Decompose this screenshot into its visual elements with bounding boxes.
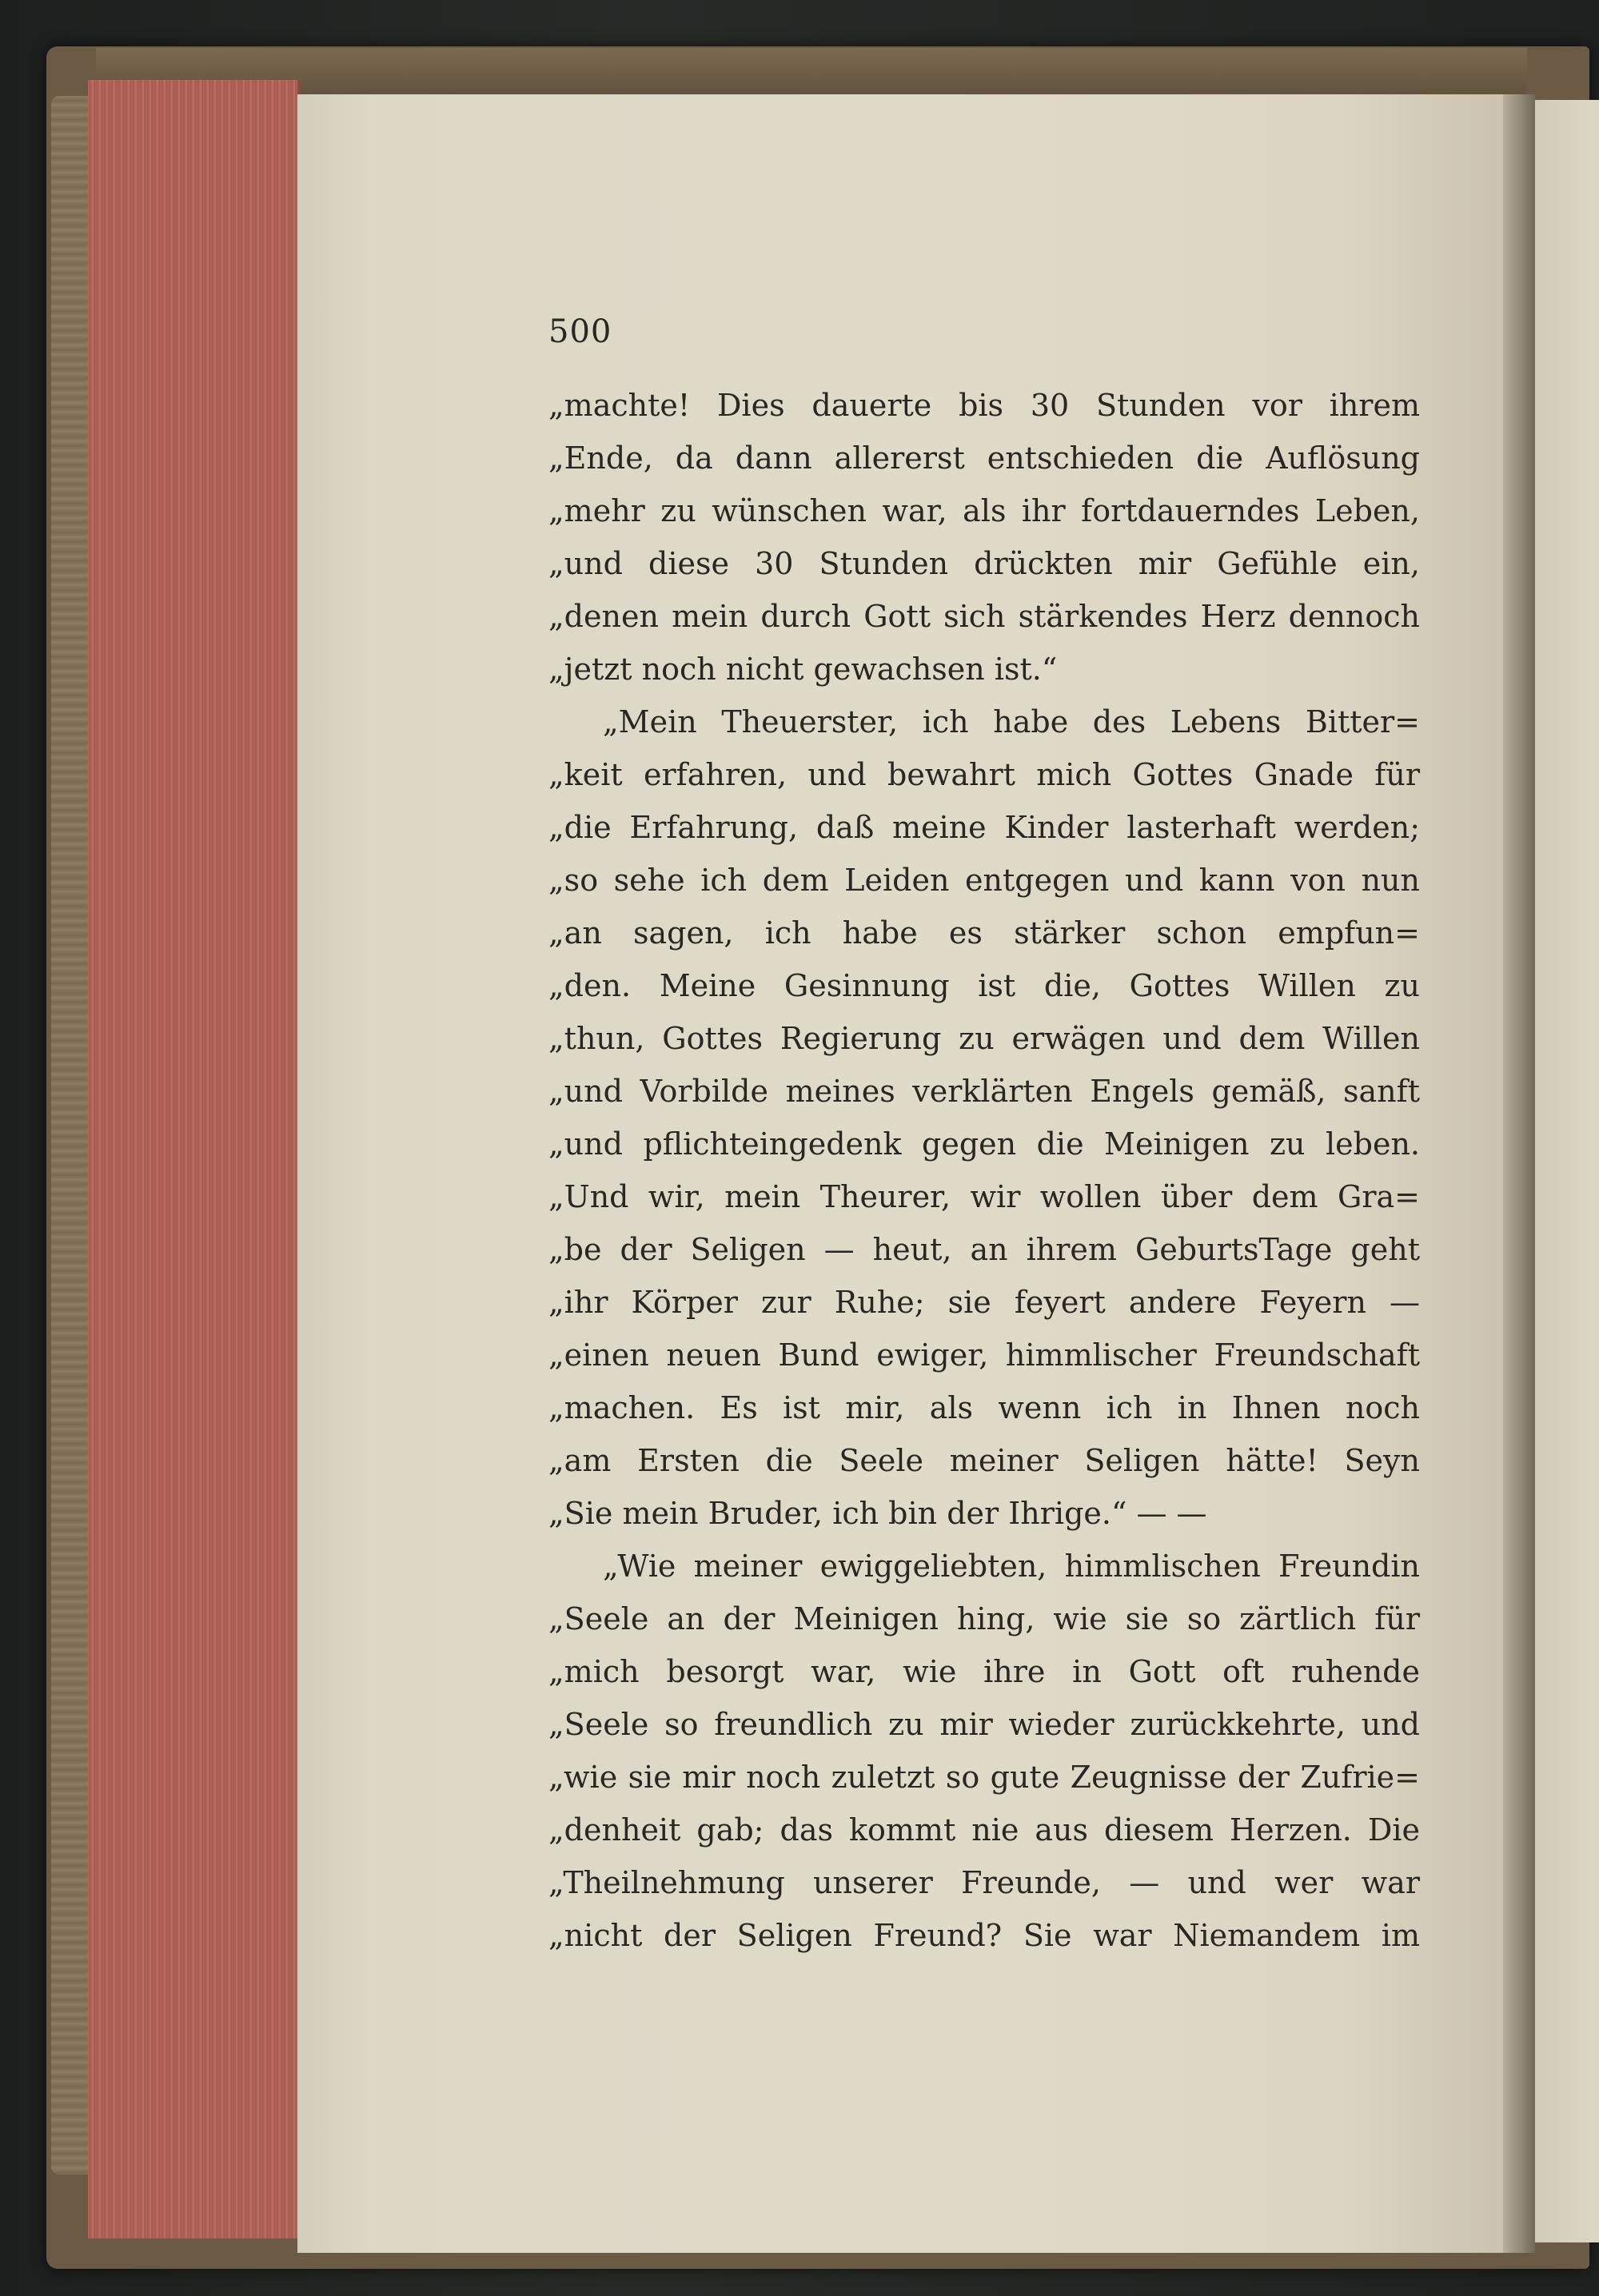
text-line: „Ende, da dann allererst entschieden die Auflösung (548, 440, 1420, 476)
text-line: „keit erfahren, und bewahrt mich Gottes Gnade für (548, 757, 1420, 792)
text-line: „Seele so freundlich zu mir wieder zurückkehrte, und (548, 1707, 1420, 1742)
text-line: „an sagen, ich habe es stärker schon empfun= (548, 915, 1420, 951)
text-line: „nicht der Seligen Freund? Sie war Niemandem im (548, 1918, 1420, 1953)
text-line: „Wie meiner ewiggeliebten, himmlischen Freundin (603, 1549, 1420, 1584)
text-line: „Seele an der Meinigen hing, wie sie so zärtlich für (548, 1601, 1420, 1636)
text-line: „thun, Gottes Regierung zu erwägen und dem Willen (548, 1021, 1420, 1056)
text-line: „so sehe ich dem Leiden entgegen und kann von nun (548, 863, 1420, 898)
text-line: „Theilnehmung unserer Freunde, — und wer war (548, 1865, 1420, 1900)
text-line: „machen. Es ist mir, als wenn ich in Ihnen noch (548, 1390, 1420, 1425)
page-block-edge (88, 80, 300, 2238)
text-line: „und diese 30 Stunden drückten mir Gefühle ein, (548, 546, 1420, 581)
text-line: „den. Meine Gesinnung ist die, Gottes Willen zu (548, 968, 1420, 1003)
page-text (548, 379, 1420, 1962)
text-line: „mich besorgt war, wie ihre in Gott oft ruhende (548, 1654, 1420, 1689)
text-line: „und Vorbilde meines verklärten Engels gemäß, sanft (548, 1074, 1420, 1109)
text-line: „jetzt noch nicht gewachsen ist.“ (548, 652, 1058, 687)
text-line: „ihr Körper zur Ruhe; sie feyert andere Feyern — (548, 1285, 1420, 1320)
page-gutter (1503, 94, 1535, 2253)
text-line: „wie sie mir noch zuletzt so gute Zeugnisse der Zufrie= (548, 1760, 1420, 1795)
text-line: „be der Seligen — heut, an ihrem GeburtsTage geht (548, 1232, 1420, 1267)
text-line: „denen mein durch Gott sich stärkendes Herz dennoch (548, 599, 1420, 634)
text-line: „Und wir, mein Theurer, wir wollen über dem Gra= (548, 1179, 1420, 1214)
text-line: „und pflichteingedenk gegen die Meinigen zu leben. (548, 1126, 1420, 1162)
text-line: „die Erfahrung, daß meine Kinder lasterhaft werden; (548, 810, 1420, 845)
text-line: „einen neuen Bund ewiger, himmlischer Freundschaft (548, 1337, 1420, 1373)
page-number: 500 (548, 313, 612, 350)
facing-page (1527, 100, 1599, 2242)
text-line: „Mein Theuerster, ich habe des Lebens Bitter= (603, 704, 1420, 739)
text-line: „machte! Dies dauerte bis 30 Stunden vor ihrem (548, 388, 1420, 423)
text-line: „denheit gab; das kommt nie aus diesem Herzen. Die (548, 1812, 1420, 1848)
text-line: „Sie mein Bruder, ich bin der Ihrige.“ — — (548, 1496, 1207, 1531)
text-line: „mehr zu wünschen war, als ihr fortdauerndes Leben, (548, 493, 1420, 528)
text-line: „am Ersten die Seele meiner Seligen hätte! Seyn (548, 1443, 1420, 1478)
